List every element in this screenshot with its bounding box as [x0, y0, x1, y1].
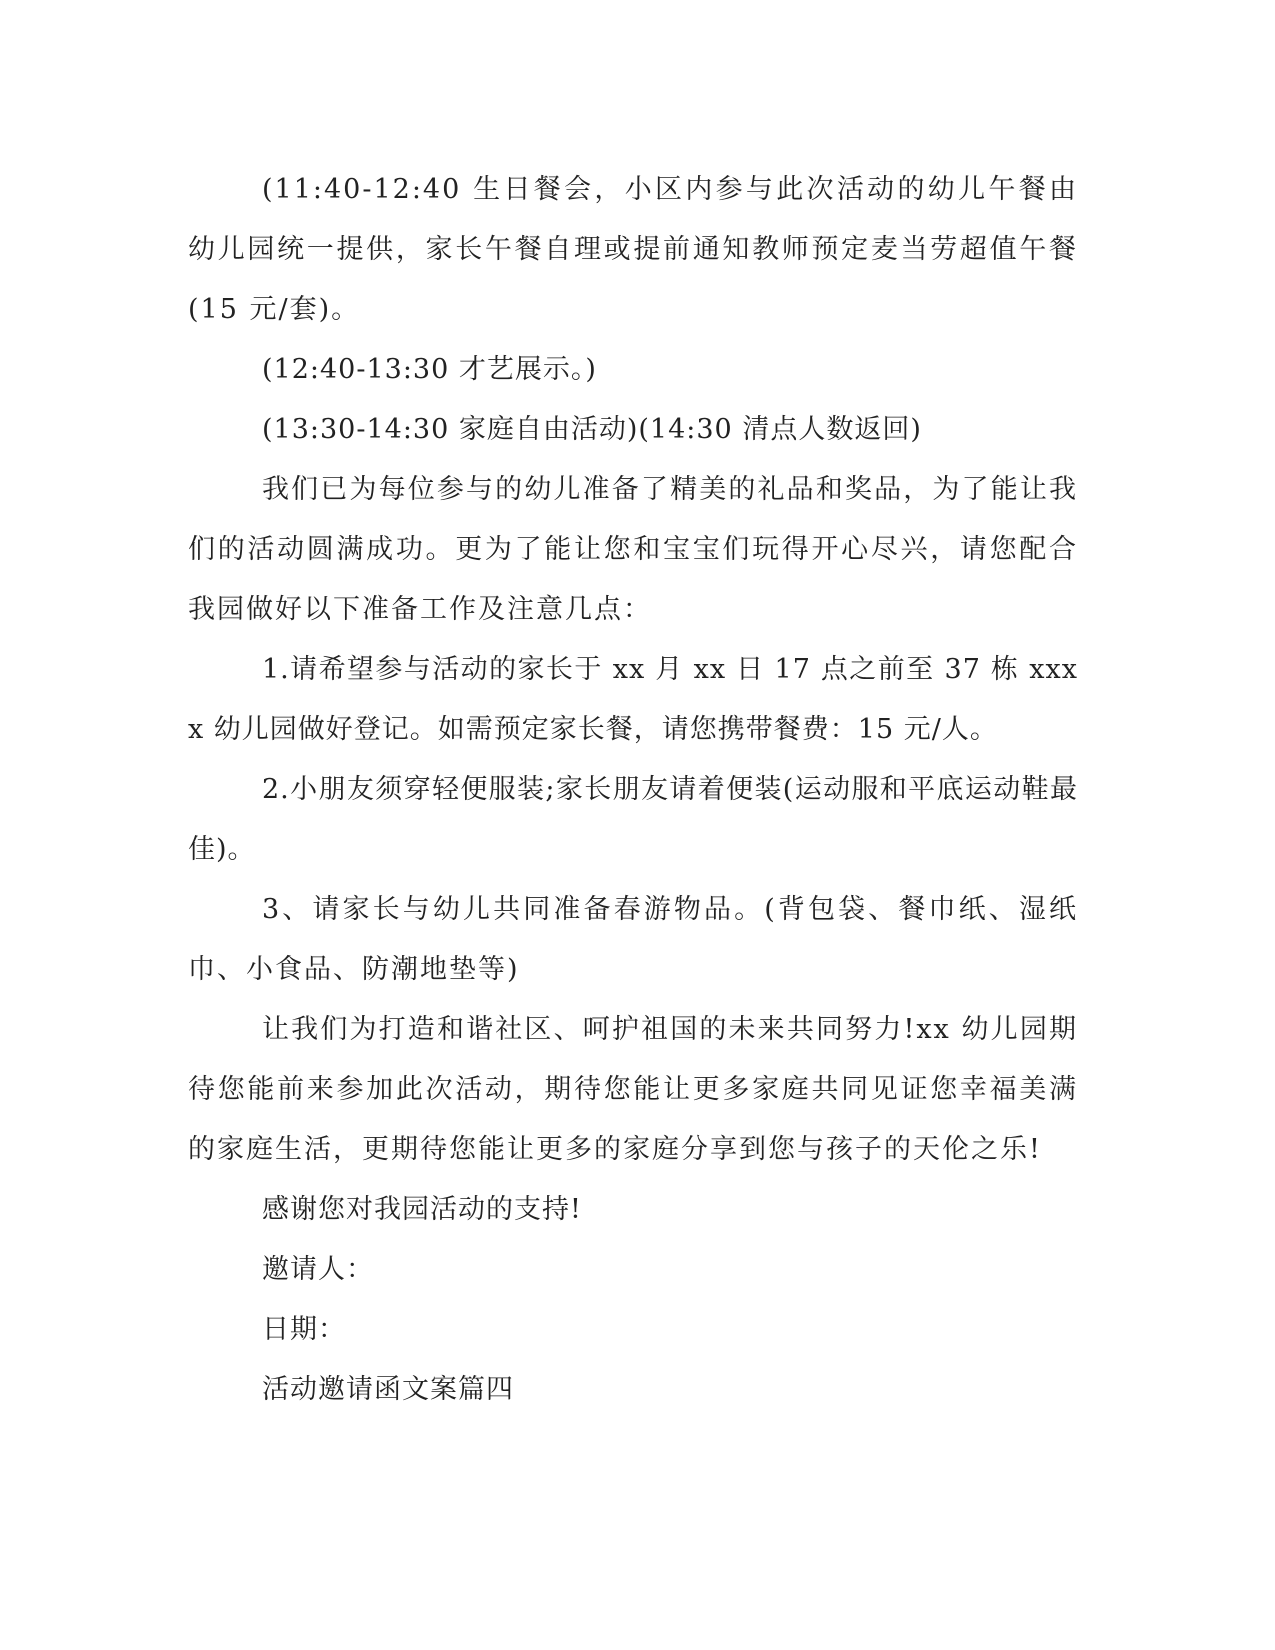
paragraph-note-registration: 1.请希望参与活动的家长于 xx 月 xx 日 17 点之前至 37 栋 xxxx 幼儿园做好登记。如需预定家长餐，请您携带餐费：15 元/人。 — [188, 654, 1078, 745]
document-body — [188, 160, 1078, 1420]
paragraph-family-activity: (13:30-14:30 家庭自由活动)(14:30 清点人数返回) — [262, 414, 922, 445]
date-label: 日期： — [262, 1314, 346, 1345]
section-heading: 活动邀请函文案篇四 — [262, 1374, 514, 1405]
paragraph-talent-show: (12:40-13:30 才艺展示。) — [262, 354, 597, 385]
paragraph-note-supplies: 3、请家长与幼儿共同准备春游物品。(背包袋、餐巾纸、湿纸巾、小食品、防潮地垫等) — [188, 894, 1078, 985]
paragraph-note-clothing: 2.小朋友须穿轻便服装;家长朋友请着便装(运动服和平底运动鞋最佳)。 — [188, 774, 1078, 865]
inviter-label: 邀请人： — [262, 1254, 374, 1285]
paragraph-closing: 让我们为打造和谐社区、呵护祖国的未来共同努力!xx 幼儿园期待您能前来参加此次活动，期待您能让更多家庭共同见证您幸福美满的家庭生活，更期待您能让更多的家庭分享到您与孩子的天伦之乐! — [188, 1014, 1078, 1165]
paragraph-gifts-prepared: 我们已为每位参与的幼儿准备了精美的礼品和奖品，为了能让我们的活动圆满成功。更为了能让您和宝宝们玩得开心尽兴，请您配合我园做好以下准备工作及注意几点： — [188, 474, 1078, 625]
paragraph-thanks: 感谢您对我园活动的支持! — [262, 1194, 582, 1225]
paragraph-birthday-lunch: (11:40-12:40 生日餐会，小区内参与此次活动的幼儿午餐由幼儿园统一提供，家长午餐自理或提前通知教师预定麦当劳超值午餐(15 元/套)。 — [188, 174, 1078, 325]
